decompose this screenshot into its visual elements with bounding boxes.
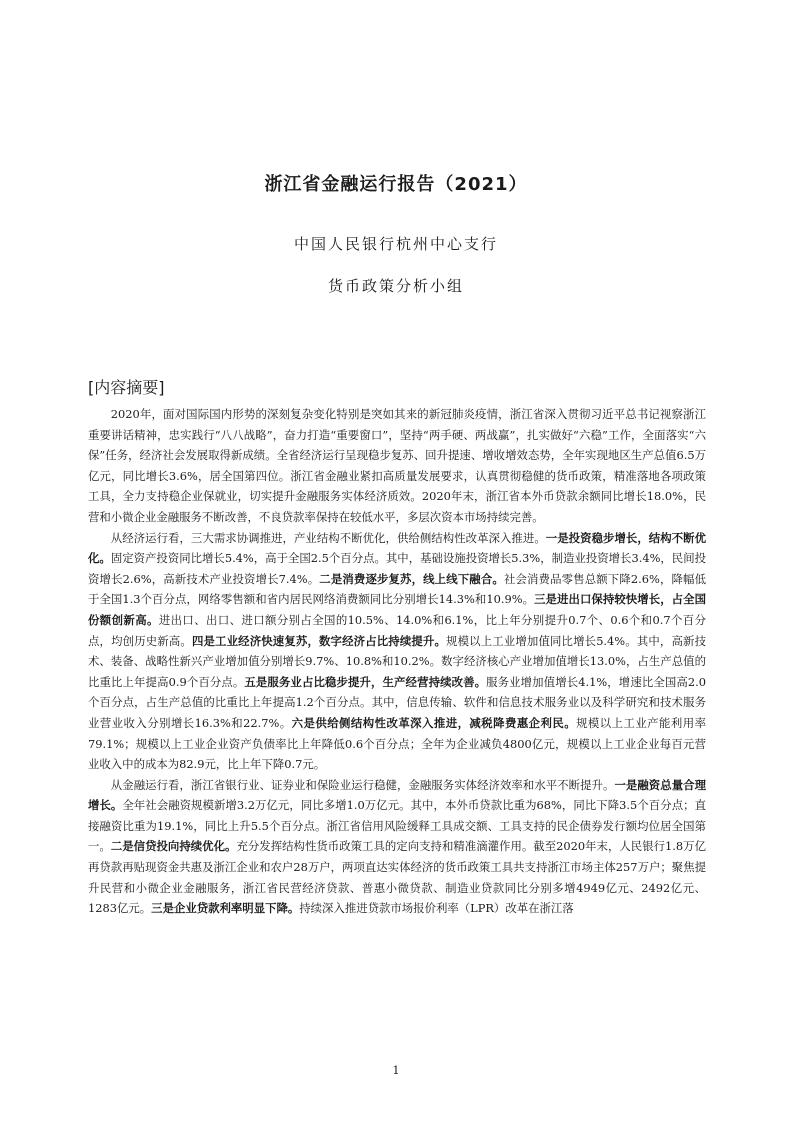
text-segment: 社会消费品零售总额下降2.6%，降幅低于全国1.3个百分点，网络零售额和省内居民网络消费额同比分别增长14.3%和10.9%。 xyxy=(88,571,706,607)
organization-name: 中国人民银行杭州中心支行 xyxy=(293,235,498,253)
abstract-body xyxy=(88,404,706,919)
text-segment: 从经济运行看，三大需求协调推进，产业结构不断优化，供给侧结构性改革深入推进。 xyxy=(110,530,546,545)
text-segment: 规模以上工业增加值同比增长5.4%。其中，高新技术、装备、战略性新兴产业增加值分别增长9.7%、10.8%和10.2%。数字经济核心产业增加值增长13.0%，占生产总值的比重比上年提高0.9个百分点。 xyxy=(88,633,706,689)
text-segment: 充分发挥结构性货币政策工具的定向支持和精准滴灌作用。截至2020年末，人民银行1.8万亿再贷款再贴现资金共惠及浙江企业和农户28万户，两项直达实体经济的货币政策工具共支持浙江市场主体257万户；聚焦提升民营和小微企业金融服务，浙江省民营经济贷款、普惠小微贷款、制造业贷款同比分别多增4949亿元、2492亿元、1283亿元。 xyxy=(88,839,706,916)
text-segment: 服务业增加值增长4.1%，增速比全国高2.0个百分点，占生产总值的比重比上年提高1.2个百分点。其中，信息传输、软件和信息技术服务业以及科学研究和技术服务业营业收入分别增长16.3%和22.7%。 xyxy=(88,674,706,730)
page-number: 1 xyxy=(392,1064,400,1077)
abstract-heading: [内容摘要] xyxy=(88,378,165,397)
bold-point: 二是消费逐步复苏，线上线下融合。 xyxy=(319,571,504,586)
text-segment: 全年社会融资规模新增3.2万亿元，同比多增1.0万亿元。其中，本外币贷款比重为68%，同比下降3.5个百分点；直接融资比重为19.1%，同比上升5.5个百分点。浙江省信用风险缓释工具成交额、工具支持的民企债券发行额均位居全国第一。 xyxy=(88,798,706,854)
bold-point: 三是企业贷款利率明显下降。 xyxy=(151,901,300,916)
bold-point: 二是信贷投向持续优化。 xyxy=(110,839,237,854)
bold-point: 一是融资总量合理增长。 xyxy=(88,777,706,813)
author-group: 货币政策分析小组 xyxy=(327,277,464,295)
paragraph-1: 2020年，面对国际国内形势的深刻复杂变化特别是突如其来的新冠肺炎疫情，浙江省深入贯彻习近平总书记视察浙江重要讲话精神，忠实践行“八八战略”，奋力打造“重要窗口”，坚持“两手硬、两战赢”，扎实做好“六稳”工作，全面落实“六保”任务，经济社会发展取得新成绩。全省经济运行呈现稳步复苏、回升提速、增收增效态势，全年实现地区生产总值6.5万亿元，同比增长3.6%，居全国第四位。浙江省金融业紧扣高质量发展要求，认真贯彻稳健的货币政策，精准落地各项政策工具，全力支持稳企业保就业，切实提升金融服务实体经济质效。2020年末，浙江省本外币贷款余额同比增长18.0%，民营和小微企业金融服务不断改善，不良贷款率保持在较低水平，多层次资本市场持续完善。 xyxy=(88,407,706,524)
text-segment: 固定资产投资同比增长5.4%，高于全国2.5个百分点。其中，基础设施投资增长5.3%，制造业投资增长3.4%，民间投资增长2.6%，高新技术产业投资增长7.4%。 xyxy=(88,551,706,586)
bold-point: 五是服务业占比稳步提升，生产经营持续改善。 xyxy=(244,674,487,689)
text-segment: 规模以上工业产能利用率79.1%；规模以上工业企业资产负债率比上年降低0.6个百分点；全年为企业减负4800亿元，规模以上工业企业每百元营业收入中的成本为82.9元，比上年下降0.7元。 xyxy=(88,715,706,772)
paragraph-3 xyxy=(88,775,706,919)
paragraph-2 xyxy=(88,528,706,775)
text-segment: 进出口、出口、进口额分别占全国的10.5%、14.0%和6.1%，比上年分别提升0.7个、0.6个和0.7个百分点，均创历史新高。 xyxy=(88,612,706,648)
bold-point: 一是投资稳步增长，结构不断优化。 xyxy=(88,530,706,566)
text-segment: 持续深入推进贷款市场报价利率（LPR）改革在浙江落 xyxy=(299,901,574,916)
bold-point: 四是工业经济快速复苏，数字经济占比持续提升。 xyxy=(191,633,447,648)
text-segment: 从金融运行看，浙江省银行业、证券业和保险业运行稳健，金融服务实体经济效率和水平不断提升。 xyxy=(110,777,615,792)
bold-point: 六是供给侧结构性改革深入推进，减税降费惠企利民。 xyxy=(291,715,577,730)
report-title: 浙江省金融运行报告（2021） xyxy=(264,174,528,195)
bold-point: 三是进出口保持较快增长，占全国份额创新高。 xyxy=(88,592,706,627)
